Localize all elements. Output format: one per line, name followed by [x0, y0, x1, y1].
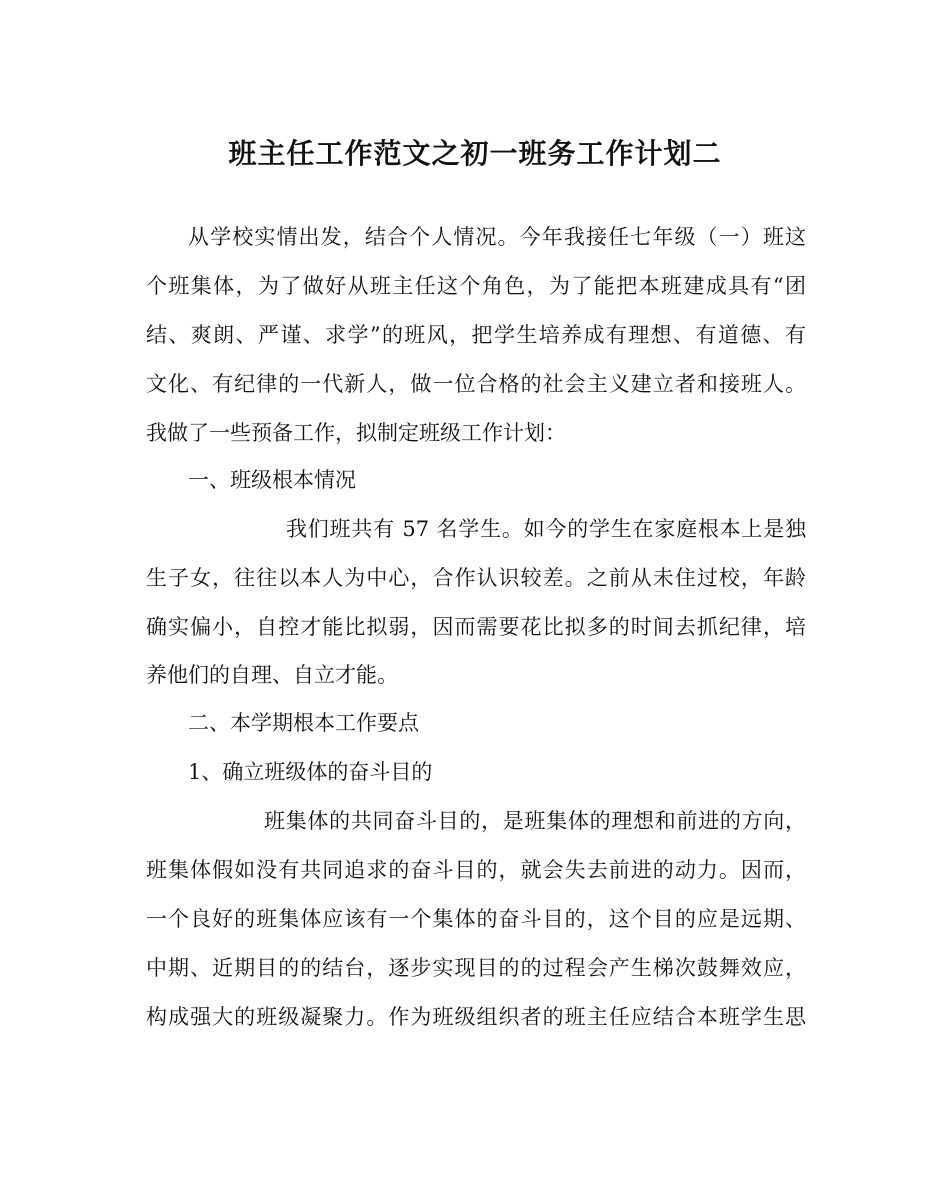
paragraph-line: 个班集体，为了做好从班主任这个角色，为了能把本班建成具有“团: [146, 274, 806, 298]
paragraph-line: 中期、近期目的的结台，逐步实现目的的过程会产生梯次鼓舞效应，: [146, 956, 806, 980]
paragraph-line: 文化、有纪律的一代新人，做一位合格的社会主义建立者和接班人。: [146, 372, 806, 396]
document-title: 班主任工作范文之初一班务工作计划二: [228, 137, 722, 170]
paragraph-line: 构成强大的班级凝聚力。作为班级组织者的班主任应结合本班学生思: [146, 1005, 806, 1029]
paragraph-line: 我们班共有 57 名学生。如今的学生在家庭根本上是独: [286, 517, 806, 541]
subsection-heading: 1、确立班级体的奋斗目的: [188, 760, 433, 784]
paragraph-line: 一个良好的班集体应该有一个集体的奋斗目的，这个目的应是远期、: [146, 907, 806, 931]
paragraph-line: 养他们的自理、自立才能。: [146, 663, 398, 687]
paragraph-line: 班集体假如没有共同追求的奋斗目的，就会失去前进的动力。因而，: [146, 858, 806, 882]
paragraph-line: 班集体的共同奋斗目的，是班集体的理想和前进的方向，: [264, 809, 806, 833]
paragraph-line: 从学校实情出发，结合个人情况。今年我接任七年级（一）班这: [188, 225, 806, 249]
paragraph-line: 生子女，往往以本人为中心，合作认识较差。之前从未住过校，年龄: [146, 566, 806, 590]
section-heading: 一、班级根本情况: [188, 468, 356, 492]
paragraph-line: 我做了一些预备工作，拟制定班级工作计划：: [146, 421, 566, 445]
paragraph-line: 确实偏小，自控才能比拟弱，因而需要花比拟多的时间去抓纪律，培: [146, 615, 806, 639]
paragraph-line: 结、爽朗、严谨、求学”的班风，把学生培养成有理想、有道德、有: [146, 323, 806, 347]
section-heading: 二、本学期根本工作要点: [188, 711, 419, 735]
